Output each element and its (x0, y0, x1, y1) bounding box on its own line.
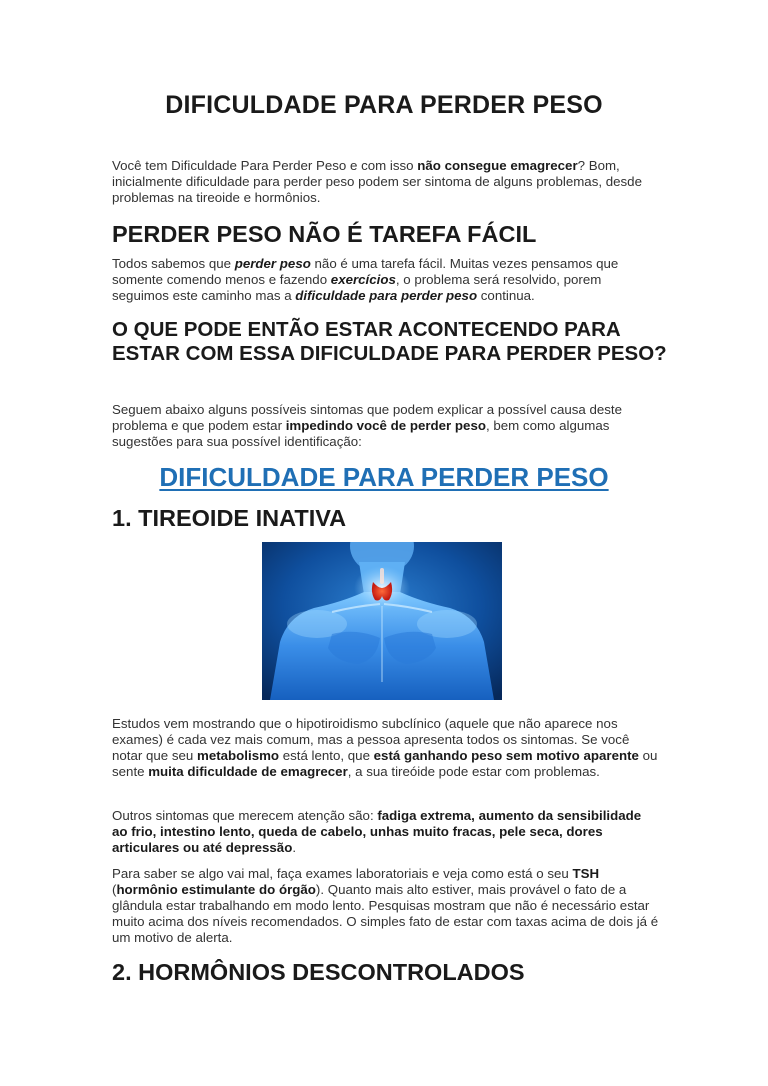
section2-paragraph (112, 402, 660, 450)
item1-p3-bold-2: hormônio estimulante do órgão (116, 882, 316, 897)
item1-p2-bold-1: fadiga extrema, aumento da sensibilidade ao frio, intestino lento, queda de cabelo, unhas muito fracas, pele seca, dores articulares ou até depressão (112, 808, 642, 855)
item1-p1-text-2: está lento, que (279, 748, 374, 763)
section2-bold-1: impedindo você de perder peso (285, 418, 486, 433)
item1-p1-bold-1: metabolismo (197, 748, 280, 763)
item1-paragraph-2 (112, 808, 660, 856)
thyroid-illustration-svg (262, 542, 502, 700)
section1-text-2: não é uma tarefa fácil. Muitas vezes pensamos que somente comendo menos e fazendo (112, 256, 619, 287)
section2-text-2: , bem como algumas sugestões para sua possível identificação: (112, 418, 610, 449)
item1-paragraph-3 (112, 866, 660, 946)
item1-p1-text-4: , a sua tireóide pode estar com problemas. (347, 764, 600, 779)
item1-p3-text-1: Para saber se algo vai mal, faça exames laboratoriais e veja como está o seu (112, 866, 573, 881)
item1-p2-text-2: . (292, 840, 297, 855)
item2-heading: 2. HORMÔNIOS DESCONTROLADOS (112, 959, 525, 985)
intro-text-1: Você tem Dificuldade Para Perder Peso e com isso (112, 158, 418, 173)
item1-p3-bold-1: TSH (572, 866, 600, 881)
intro-text-2: ? Bom, inicialmente dificuldade para perder peso podem ser sintoma de alguns problemas, desde problemas na tireoide e hormônios. (112, 158, 642, 205)
section1-heading: PERDER PESO NÃO É TAREFA FÁCIL (112, 221, 537, 247)
section1-text-4: continua. (477, 288, 535, 303)
section1-bold-italic-1: perder peso (234, 256, 311, 271)
section2-text-1: Seguem abaixo alguns possíveis sintomas que podem explicar a possível causa deste problema e que podem estar (112, 402, 623, 433)
section1-text-1: Todos sabemos que (112, 256, 235, 271)
link-heading-text[interactable]: DIFICULDADE PARA PERDER PESO (159, 462, 609, 492)
section1-bold-italic-3: dificuldade para perder peso (295, 288, 478, 303)
item1-paragraph-1 (112, 716, 660, 780)
item1-p2-text-1: Outros sintomas que merecem atenção são: (112, 808, 378, 823)
section1-bold-italic-2: exercícios (330, 272, 396, 287)
item1-p1-bold-3: muita dificuldade de emagrecer (148, 764, 348, 779)
link-heading (0, 462, 768, 493)
item1-p3-text-3: ). Quanto mais alto estiver, mais provável o fato de a glândula estar trabalhando em modo lento. Pesquisas mostram que não é necessário estar muito acima dos níveis recomendados. O simples fato de estar com taxas acima de dois já é um motivo de alerta. (112, 882, 659, 945)
section2-heading: O QUE PODE ENTÃO ESTAR ACONTECENDO PARA ESTAR COM ESSA DIFICULDADE PARA PERDER PESO? (112, 318, 667, 365)
item1-p1-bold-2: está ganhando peso sem motivo aparente (373, 748, 639, 763)
intro-bold-1: não consegue emagrecer (417, 158, 578, 173)
thyroid-illustration (262, 542, 502, 700)
item1-p3-text-2: ( (112, 882, 117, 897)
intro-paragraph (112, 158, 660, 206)
section1-paragraph (112, 256, 660, 304)
item1-heading: 1. TIREOIDE INATIVA (112, 505, 347, 531)
section1-text-3: , o problema será resolvido, porem seguimos este caminho mas a (112, 272, 602, 303)
item1-p1-text-3: ou sente (112, 748, 658, 779)
document-title: DIFICULDADE PARA PERDER PESO (165, 91, 603, 119)
item1-p1-text-1: Estudos vem mostrando que o hipotiroidismo subclínico (aquele que não aparece nos exames) é cada vez mais comum, mas a pessoa apresenta todos os sintomas. Se você notar que seu (112, 716, 630, 763)
